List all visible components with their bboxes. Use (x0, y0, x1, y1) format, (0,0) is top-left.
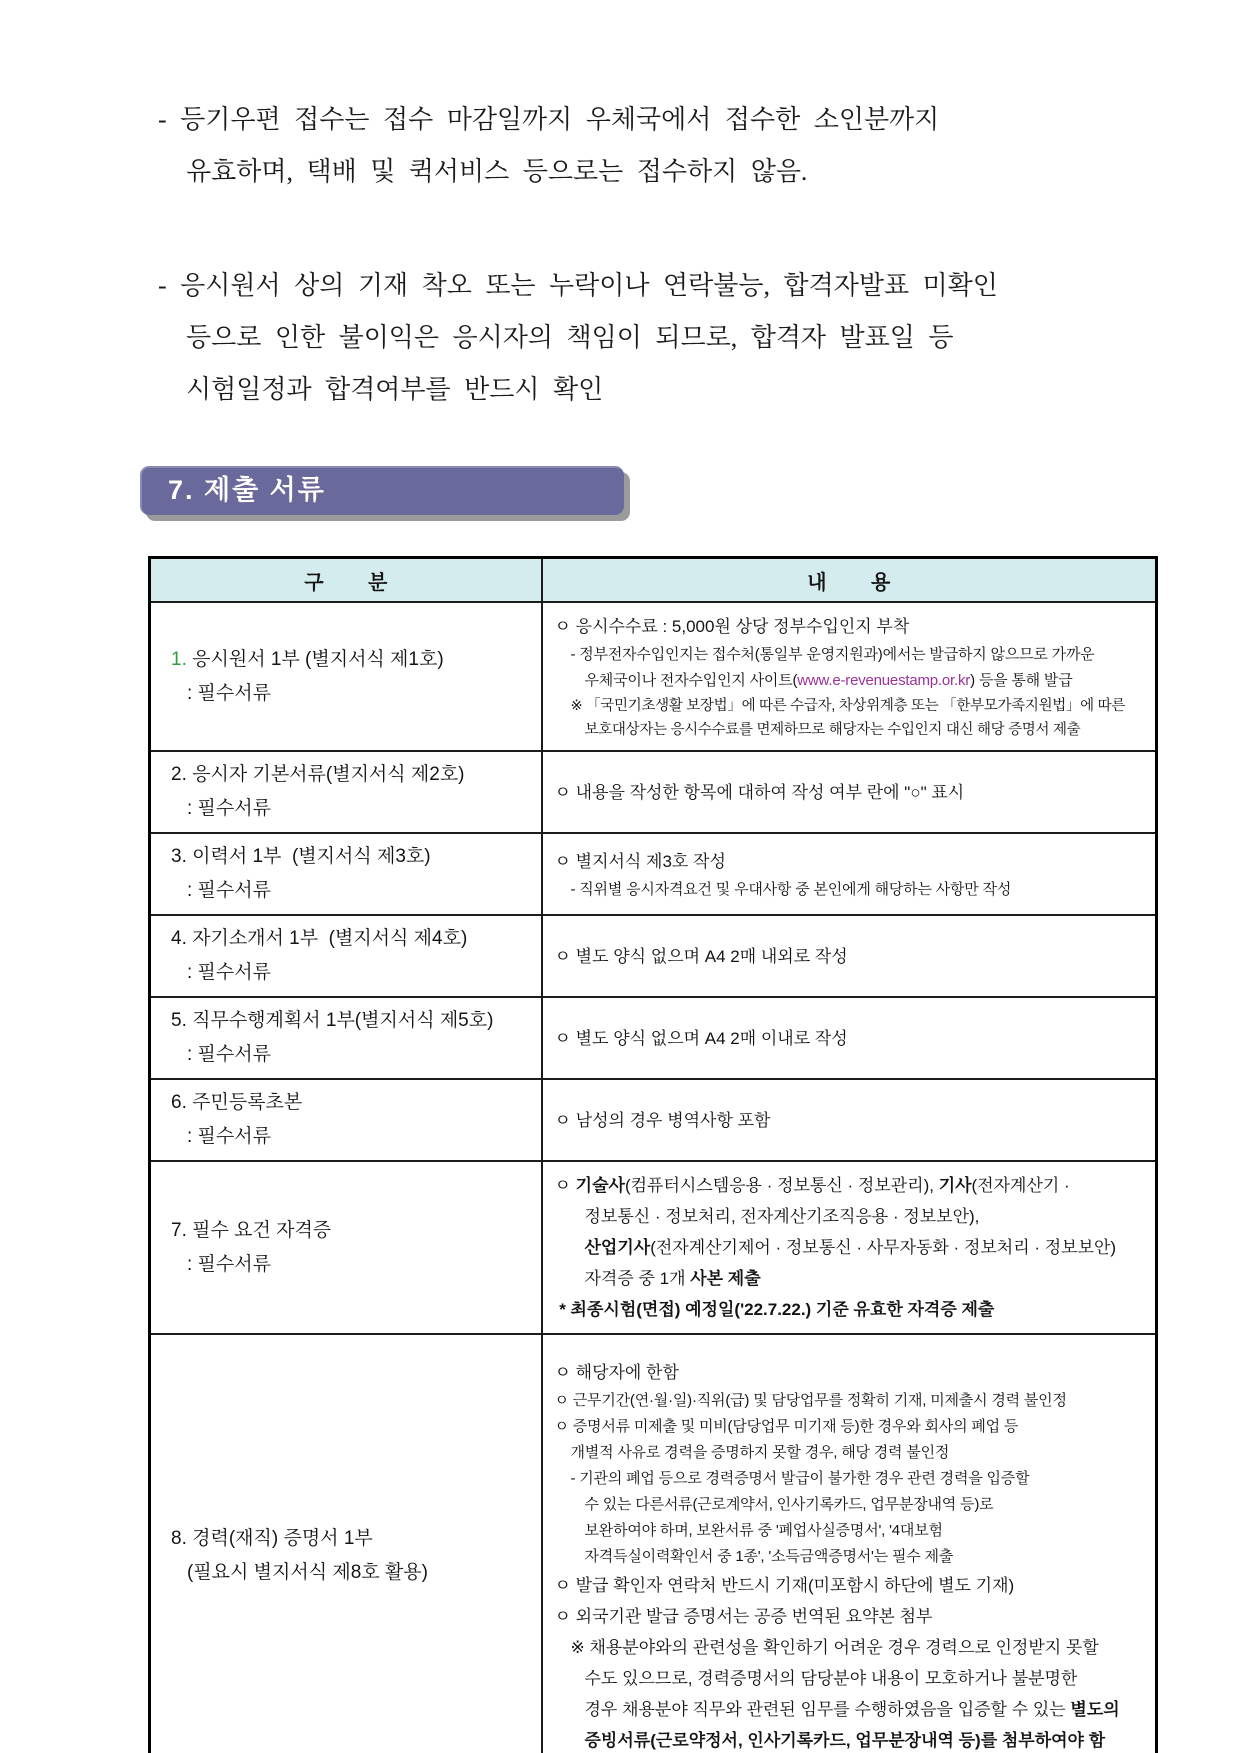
text-segment: 개별적 사유로 경력을 증명하지 못할 경우, 해당 경력 불인정 (570, 1443, 950, 1461)
text-segment: 기사 (938, 1176, 972, 1195)
row-content-cell (542, 1079, 1157, 1161)
text-line (555, 846, 1152, 877)
text-line (555, 1294, 1152, 1325)
text-segment: ㅇ 발급 확인자 연락처 반드시 기재(미포함시 하단에 별도 기재) (554, 1575, 1015, 1595)
text-line (555, 642, 1152, 668)
text-segment: ㅇ 별도 양식 없으며 A4 2매 이내로 작성 (554, 1028, 848, 1048)
text-segment: 수 있는 다른서류(근로계약서, 인사기록카드, 업무분장내역 등)로 (584, 1495, 994, 1513)
text-segment: 8. 경력(재직) 증명서 1부 (171, 1528, 373, 1550)
text-line (555, 777, 1152, 808)
text-line (555, 1570, 1152, 1601)
text-segment: (컴퓨터시스템응용 · 정보통신 · 정보관리), (624, 1176, 939, 1195)
row-content-cell (542, 833, 1157, 915)
text-segment: (전자계산기제어 · 정보통신 · 사무자동화 · 정보처리 · 정보보안) (650, 1238, 1117, 1257)
text-line (555, 1466, 1152, 1492)
text-line (171, 643, 535, 677)
text-line (171, 1004, 535, 1038)
text-line (555, 1601, 1152, 1632)
text-line (555, 668, 1152, 694)
intro-line: - 응시원서 상의 기재 착오 또는 누락이나 연락불능, 합격자발표 미확인 (158, 271, 998, 300)
text-line (555, 1414, 1152, 1440)
text-line (171, 1248, 535, 1282)
text-segment: ㅇ 해당자에 한함 (554, 1362, 679, 1382)
text-line (555, 1632, 1152, 1663)
text-line (555, 1544, 1152, 1570)
text-line (555, 694, 1152, 718)
table-row (150, 915, 1157, 997)
text-segment: ) 등을 통해 발급 (970, 672, 1073, 689)
text-segment: 우체국이나 전자수입인지 사이트( (584, 672, 798, 689)
text-segment: 기술사 (575, 1176, 625, 1195)
text-line (171, 1556, 535, 1590)
text-segment: 자격득실이력확인서 중 1종', '소득금액증명서'는 필수 제출 (584, 1547, 954, 1565)
text-line (555, 1440, 1152, 1466)
text-line (171, 1522, 535, 1556)
row-content-cell (542, 1161, 1157, 1334)
text-line (171, 874, 535, 908)
text-line (171, 1086, 535, 1120)
text-line (555, 1388, 1152, 1414)
text-segment: ㅇ 남성의 경우 병역사항 포함 (554, 1110, 771, 1130)
col-header-category: 구 분 (150, 558, 542, 603)
row-category-cell (150, 1161, 542, 1334)
row-category-cell (150, 997, 542, 1079)
text-line (555, 1518, 1152, 1544)
section-title-badge (140, 466, 624, 515)
text-segment: 7. 필수 요건 자격증 (171, 1219, 332, 1241)
text-segment: ㅇ 내용을 작성한 항목에 대하여 작성 여부 란에 "○" 표시 (554, 782, 965, 802)
text-segment: - 정부전자수입인지는 접수처(통일부 운영지원과)에서는 발급하지 않으므로 가까운 (570, 646, 1095, 663)
text-line (555, 1263, 1152, 1294)
text-line (171, 956, 535, 990)
row-content-cell (542, 997, 1157, 1079)
text-segment: 산업기사 (584, 1238, 651, 1257)
text-line (555, 1023, 1152, 1054)
table-row (150, 1079, 1157, 1161)
table-row (150, 751, 1157, 833)
intro-notes (158, 94, 1058, 478)
table-row (150, 602, 1157, 751)
text-segment: ㅇ (554, 1176, 576, 1195)
text-segment: 정보통신 · 정보처리, 전자계산기조직응용 · 정보보안), (584, 1207, 980, 1226)
text-line (171, 1214, 535, 1248)
text-line (555, 718, 1152, 742)
text-line (555, 1170, 1152, 1201)
row-content-cell (542, 751, 1157, 833)
text-line (555, 1663, 1152, 1694)
text-segment: 보호대상자는 응시수수료를 면제하므로 해당자는 수입인지 대신 해당 증명서 제출 (584, 722, 1081, 738)
row-content-cell (542, 602, 1157, 751)
text-segment: : 필수서류 (187, 880, 271, 901)
table-row (150, 997, 1157, 1079)
row-category-cell (150, 751, 542, 833)
intro-line: 등으로 인한 불이익은 응시자의 책임이 되므로, 합격자 발표일 등 (186, 323, 954, 352)
text-segment: 수도 있으므로, 경력증명서의 담당분야 내용이 모호하거나 불분명한 (584, 1668, 1078, 1688)
documents-table (148, 556, 1158, 1753)
text-segment: 별도의 (1070, 1699, 1120, 1719)
text-line (171, 1120, 535, 1154)
text-segment: 보완하여야 하며, 보완서류 중 '폐업사실증명서', '4대보험 (584, 1521, 943, 1539)
intro-line: 시험일정과 합격여부를 반드시 확인 (186, 375, 604, 404)
revenue-stamp-link[interactable]: www.e-revenuestamp.or.kr (797, 672, 971, 689)
text-segment: : 필수서류 (187, 682, 271, 704)
row-category-cell (150, 833, 542, 915)
text-segment: : 필수서류 (187, 1253, 271, 1275)
text-segment: (전자계산기 · (971, 1176, 1070, 1195)
row-content-cell (542, 915, 1157, 997)
text-line (555, 1725, 1152, 1753)
text-line (555, 1232, 1152, 1263)
text-line (555, 1492, 1152, 1518)
text-segment: 4. 자기소개서 1부 (별지서식 제4호) (171, 928, 468, 949)
intro-bullet (158, 260, 1058, 416)
text-segment: ※ 「국민기초생활 보장법」에 따른 수급자, 차상위계층 또는 「한부모가족지원법」에 따른 (570, 698, 1126, 714)
text-line (555, 877, 1152, 903)
text-line (555, 611, 1152, 642)
text-segment: 6. 주민등록초본 (171, 1092, 303, 1113)
text-segment: ※ 채용분야와의 관련성을 확인하기 어려운 경우 경력으로 인정받지 못할 (570, 1637, 1099, 1657)
intro-line: 유효하며, 택배 및 퀵서비스 등으로는 접수하지 않음. (186, 157, 808, 186)
text-segment: * 최종시험(면접) 예정일('22.7.22.) 기준 유효한 자격증 제출 (554, 1300, 995, 1319)
row-content-cell (542, 1334, 1157, 1753)
text-segment: ㅇ 응시수수료 : 5,000원 상당 정부수입인지 부착 (554, 617, 910, 636)
section-title: 7. 제출 서류 (168, 475, 326, 505)
text-segment: - 직위별 응시자격요건 및 우대사항 중 본인에게 해당하는 사항만 작성 (570, 880, 1012, 898)
text-segment: : 필수서류 (187, 962, 271, 983)
table-header-row (150, 558, 1157, 603)
text-line (171, 792, 535, 826)
text-line (555, 1357, 1152, 1388)
text-segment: 자격증 중 1개 (584, 1269, 691, 1288)
text-segment: ㅇ 증명서류 미제출 및 미비(담당업무 미기재 등)한 경우와 회사의 폐업 등 (554, 1417, 1019, 1435)
table-row (150, 1334, 1157, 1753)
col-header-content: 내 용 (542, 558, 1157, 603)
text-segment: ㅇ 별도 양식 없으며 A4 2매 내외로 작성 (554, 946, 848, 966)
text-segment: : 필수서류 (187, 1044, 271, 1065)
text-line (171, 922, 535, 956)
text-line (555, 941, 1152, 972)
text-segment: ㅇ 외국기관 발급 증명서는 공증 번역된 요약본 첨부 (554, 1606, 933, 1626)
text-line (555, 1105, 1152, 1136)
row-category-cell (150, 915, 542, 997)
text-segment: 응시원서 1부 (별지서식 제1호) (186, 648, 444, 670)
text-segment: : 필수서류 (187, 1126, 271, 1147)
text-segment: (필요시 별지서식 제8호 활용) (187, 1562, 428, 1584)
text-line (555, 1201, 1152, 1232)
row-category-cell (150, 602, 542, 751)
intro-bullet (158, 94, 1058, 198)
text-segment: 5. 직무수행계획서 1부(별지서식 제5호) (171, 1010, 494, 1031)
text-segment: : 필수서류 (187, 798, 271, 819)
text-segment: 사본 제출 (690, 1269, 761, 1288)
text-segment: ㅇ 별지서식 제3호 작성 (554, 851, 726, 871)
text-segment: ㅇ 근무기간(연·월·일)·직위(급) 및 담당업무를 정확히 기재, 미제출시 경력 불인정 (554, 1391, 1067, 1409)
text-line (171, 1038, 535, 1072)
text-segment: 경우 채용분야 직무와 관련된 임무를 수행하였음을 입증할 수 있는 (584, 1699, 1071, 1719)
intro-line: - 등기우편 접수는 접수 마감일까지 우체국에서 접수한 소인분까지 (158, 105, 940, 134)
text-line (171, 758, 535, 792)
text-segment: 2. 응시자 기본서류(별지서식 제2호) (171, 764, 465, 785)
table-row (150, 833, 1157, 915)
text-segment: 3. 이력서 1부 (별지서식 제3호) (171, 846, 431, 867)
row-category-cell (150, 1334, 542, 1753)
row-category-cell (150, 1079, 542, 1161)
text-line (555, 1694, 1152, 1725)
text-segment: - 기관의 폐업 등으로 경력증명서 발급이 불가한 경우 관련 경력을 입증할 (570, 1469, 1030, 1487)
text-line (171, 677, 535, 711)
text-segment: 증빙서류(근로약정서, 인사기록카드, 업무분장내역 등)를 첨부하여야 함 (584, 1730, 1106, 1750)
table-row (150, 1161, 1157, 1334)
text-line (171, 840, 535, 874)
text-segment: 1. (171, 648, 187, 670)
